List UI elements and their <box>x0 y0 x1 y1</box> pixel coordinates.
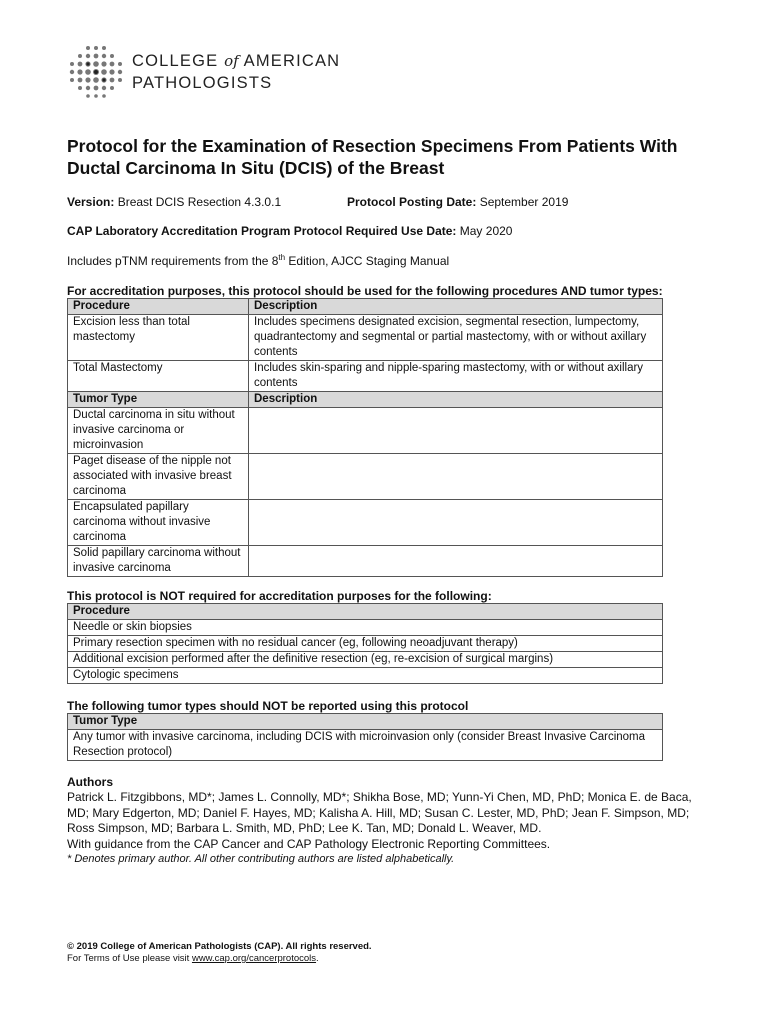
not-required-heading: This protocol is NOT required for accreditation purposes for the following: <box>67 589 492 603</box>
table-row: Paget disease of the nipple not associated with invasive breast carcinoma <box>68 454 663 500</box>
terms-of-use: For Terms of Use please visit www.cap.org/cancerprotocols. <box>67 953 319 964</box>
authors-guidance: With guidance from the CAP Cancer and CAP Pathology Electronic Reporting Committees. <box>67 836 551 851</box>
table-row: Needle or skin biopsies <box>68 620 663 636</box>
tumor-type-header-row <box>68 392 663 408</box>
table-row: Solid papillary carcinoma without invasive carcinoma <box>68 546 663 577</box>
cap-dots-logo-icon <box>66 44 124 100</box>
logo-line-2: PATHOLOGISTS <box>132 74 273 92</box>
procedure-header-row <box>68 604 663 620</box>
not-required-table <box>67 603 663 684</box>
table-row: Total Mastectomy Includes skin-sparing and nipple-sparing mastectomy, with or without axillary contents <box>68 361 663 392</box>
table-row: Cytologic specimens <box>68 668 663 684</box>
not-reported-table <box>67 713 663 761</box>
tumor-type-header: Tumor Type <box>68 392 249 408</box>
logo-line-1: COLLEGE of AMERICAN <box>132 52 341 70</box>
tumor-type-header: Tumor Type <box>68 714 663 730</box>
tumor-type-header-row <box>68 714 663 730</box>
authors-list <box>67 790 707 852</box>
cancer-protocols-link[interactable]: www.cap.org/cancerprotocols <box>191 953 317 964</box>
copyright: © 2019 College of American Pathologists (CAP). All rights reserved. <box>67 941 372 952</box>
table-row: Encapsulated papillary carcinoma without invasive carcinoma <box>68 500 663 546</box>
authors-heading: Authors <box>67 775 113 789</box>
procedure-header: Procedure <box>68 604 663 620</box>
procedure-header-row <box>68 299 663 315</box>
table-row: Primary resection specimen with no residual cancer (eg, following neoadjuvant therapy) <box>68 636 663 652</box>
cap-logo-text <box>132 50 340 94</box>
version-line: Version: Breast DCIS Resection 4.3.0.1 <box>67 195 282 209</box>
table-row: Excision less than total mastectomy Includes specimens designated excision, segmental resection, lumpectomy, quadrantectomy and segmental or partial mastectomy, with or without axillary contents <box>68 315 663 361</box>
authors-names: Patrick L. Fitzgibbons, MD*; James L. Connolly, MD*; Shikha Bose, MD; Yunn-Yi Chen, MD, PhD; Monica E. de Baca, MD; Mary Edgerton, MD; Daniel F. Hayes, MD; Kalisha A. Hill, MD; Susan C. Lester, MD, PhD; Jean F. Simpson, MD; Ross Simpson, MD; Barbara L. Smith, MD, PhD; Lee K. Tan, MD; Donald L. Weaver, MD. <box>67 790 692 835</box>
description-header-2: Description <box>249 392 663 408</box>
accreditation-heading: For accreditation purposes, this protocol should be used for the following procedures AND tumor types: <box>67 284 663 298</box>
ptnm-note: Includes pTNM requirements from the 8th Edition, AJCC Staging Manual <box>67 253 450 268</box>
not-reported-heading: The following tumor types should NOT be reported using this protocol <box>67 699 469 713</box>
table-row: Any tumor with invasive carcinoma, including DCIS with microinvasion only (consider Breast Invasive Carcinoma Resection protocol) <box>68 730 663 761</box>
procedure-header: Procedure <box>68 299 249 315</box>
cap-required-date-line: CAP Laboratory Accreditation Program Protocol Required Use Date: May 2020 <box>67 224 513 238</box>
document-title: Protocol for the Examination of Resection Specimens From Patients With Ductal Carcinoma In Situ (DCIS) of the Breast <box>67 136 678 178</box>
description-header: Description <box>249 299 663 315</box>
cap-logo <box>66 44 386 100</box>
table-row: Ductal carcinoma in situ without invasive carcinoma or microinvasion <box>68 408 663 454</box>
table-row: Additional excision performed after the definitive resection (eg, re-excision of surgical margins) <box>68 652 663 668</box>
authors-note: * Denotes primary author. All other contributing authors are listed alphabetically. <box>67 853 455 865</box>
procedures-tumor-table <box>67 298 663 577</box>
posting-date-line: Protocol Posting Date: September 2019 <box>347 195 569 209</box>
